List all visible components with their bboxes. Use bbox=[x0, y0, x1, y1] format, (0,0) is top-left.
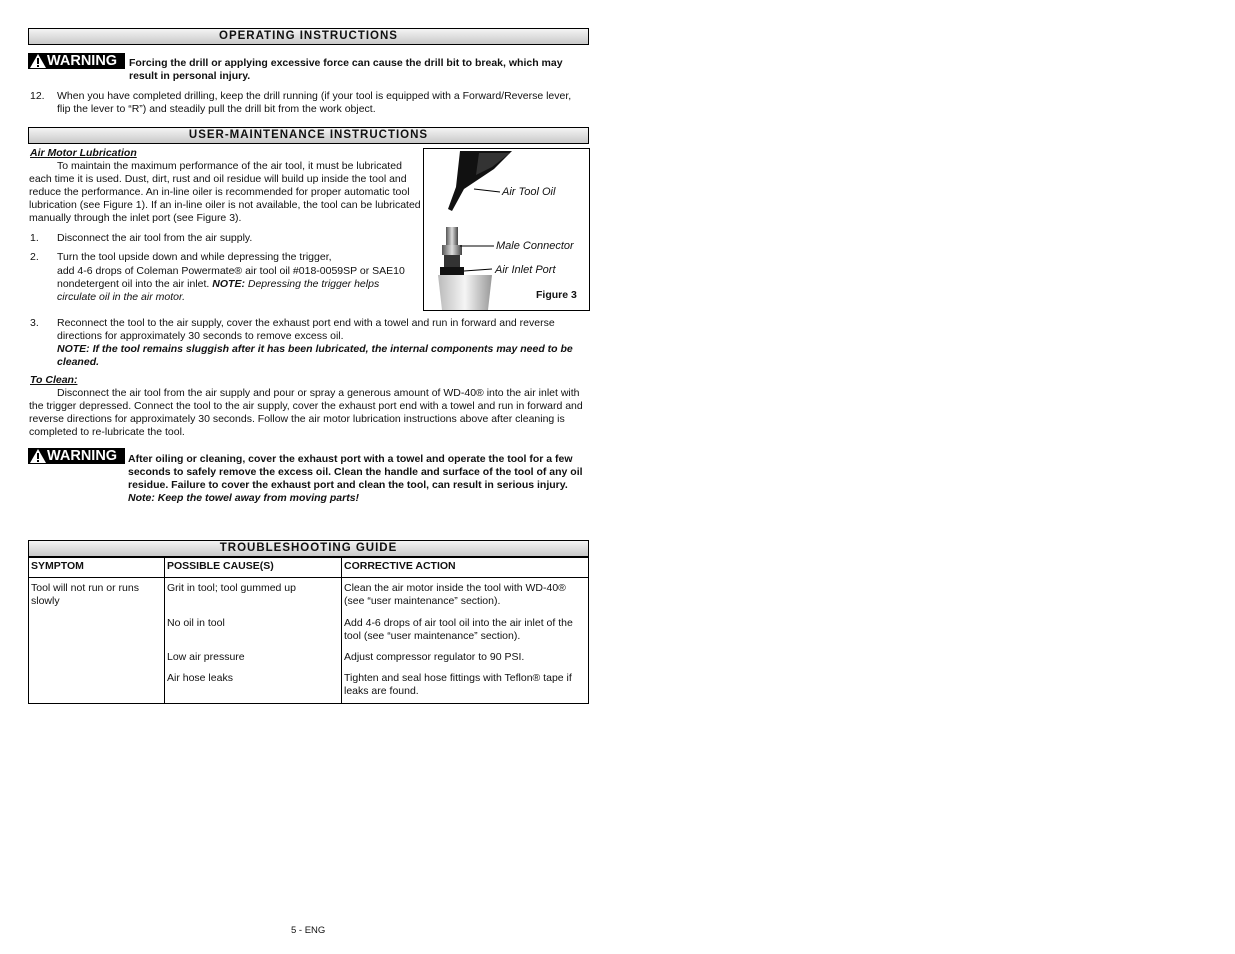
causes-cell bbox=[165, 578, 342, 704]
step-number: 2. bbox=[30, 251, 39, 263]
lubrication-subheading: Air Motor Lubrication bbox=[30, 147, 137, 159]
step-number: 3. bbox=[30, 317, 39, 329]
male-connector-label: Male Connector bbox=[496, 240, 574, 252]
step-text-line: add 4-6 drops of Coleman Powermate® air tool oil #018-0059SP or SAE10 nondetergent oil into the air inlet. bbox=[57, 265, 405, 290]
header-action: CORRECTIVE ACTION bbox=[342, 558, 589, 578]
symptom-cell: Tool will not run or runs slowly bbox=[29, 578, 165, 704]
cause-item: Low air pressure bbox=[167, 651, 245, 663]
warning-note: Note: Keep the towel away from moving parts! bbox=[128, 492, 360, 504]
header-symptom: SYMPTOM bbox=[29, 558, 165, 578]
step-text bbox=[57, 265, 412, 304]
air-tool-oil-label: Air Tool Oil bbox=[502, 186, 556, 198]
figure-3 bbox=[423, 148, 590, 311]
to-clean-subheading: To Clean: bbox=[30, 374, 78, 386]
action-item: Adjust compressor regulator to 90 PSI. bbox=[344, 651, 525, 663]
cause-item: Air hose leaks bbox=[167, 672, 233, 684]
cleaning-paragraph: Disconnect the air tool from the air supply and pour or spray a generous amount of WD-40® into the air inlet with the trigger depressed. Connect the tool to the air supply, cover the exhaust port end with a towel and run in forward and reverse directions for approximately 30 seconds. Follow the air motor lubrication instructions above after cleaning is completed to re-lubricate the tool. bbox=[29, 387, 583, 438]
oiling-warning-text bbox=[128, 453, 583, 505]
step-text: Reconnect the tool to the air supply, cover the exhaust port end with a towel and run in forward and reverse directions for approximately 30 seconds to remove excess oil. bbox=[57, 317, 555, 342]
figure-caption: Figure 3 bbox=[536, 289, 577, 301]
warning-label: WARNING bbox=[47, 448, 118, 464]
table-row bbox=[29, 578, 589, 704]
warning-label: WARNING bbox=[47, 53, 118, 69]
warning-triangle-icon bbox=[30, 449, 46, 463]
oil-and-connector-illustration bbox=[424, 149, 589, 310]
step-number: 12. bbox=[30, 90, 45, 102]
lubrication-paragraph: To maintain the maximum performance of the air tool, it must be lubricated each time it is used. Dust, dirt, rust and oil residue will build up inside the tool and reduce the performance. An in-line oiler is recommended for proper automatic tool lubrication (see Figure 1). If an in-line oiler is not available, the tool can be lubricated manually through the inlet port (see Figure 3). bbox=[29, 160, 421, 224]
warning-badge bbox=[28, 53, 125, 69]
maintenance-heading: USER-MAINTENANCE INSTRUCTIONS bbox=[28, 127, 589, 144]
note-label: NOTE: bbox=[212, 278, 245, 290]
air-inlet-port-label: Air Inlet Port bbox=[495, 264, 556, 276]
operating-instructions-heading: OPERATING INSTRUCTIONS bbox=[28, 28, 589, 45]
step-text: Turn the tool upside down and while depressing the trigger, bbox=[57, 251, 332, 263]
step-note: NOTE: If the tool remains sluggish after it has been lubricated, the internal components may need to be cleaned. bbox=[57, 343, 573, 368]
cause-item: No oil in tool bbox=[167, 617, 225, 629]
table-header-row bbox=[29, 558, 589, 578]
troubleshooting-table bbox=[28, 557, 589, 704]
warning-triangle-icon bbox=[30, 54, 46, 68]
action-item: Clean the air motor inside the tool with WD-40® (see “user maintenance” section). bbox=[344, 582, 566, 607]
actions-cell bbox=[342, 578, 589, 704]
drill-warning-text: Forcing the drill or applying excessive force can cause the drill bit to break, which may result in personal injury. bbox=[129, 57, 563, 82]
note-text: Depressing the trigger helps circulate oil in the air motor. bbox=[57, 278, 380, 303]
header-cause: POSSIBLE CAUSE(S) bbox=[165, 558, 342, 578]
step-text: When you have completed drilling, keep the drill running (if your tool is equipped with a Forward/Reverse lever, flip the lever to “R”) and steadily pull the drill bit from the work object. bbox=[57, 90, 572, 115]
page-number: 5 - ENG bbox=[291, 925, 326, 936]
step-text: Disconnect the air tool from the air supply. bbox=[57, 232, 253, 244]
warning-badge bbox=[28, 448, 125, 464]
action-item: Tighten and seal hose fittings with Teflon® tape if leaks are found. bbox=[344, 672, 572, 697]
action-item: Add 4-6 drops of air tool oil into the air inlet of the tool (see “user maintenance” section). bbox=[344, 617, 573, 642]
troubleshooting-heading: TROUBLESHOOTING GUIDE bbox=[28, 540, 589, 557]
step-number: 1. bbox=[30, 232, 39, 244]
cause-item: Grit in tool; tool gummed up bbox=[167, 582, 296, 594]
warning-text: After oiling or cleaning, cover the exhaust port with a towel and operate the tool for a few seconds to safely remove the excess oil. Clean the handle and surface of the tool of any oil residue. Failure to cover the exhaust port and clean the tool, can result in serious injury. bbox=[128, 453, 583, 491]
